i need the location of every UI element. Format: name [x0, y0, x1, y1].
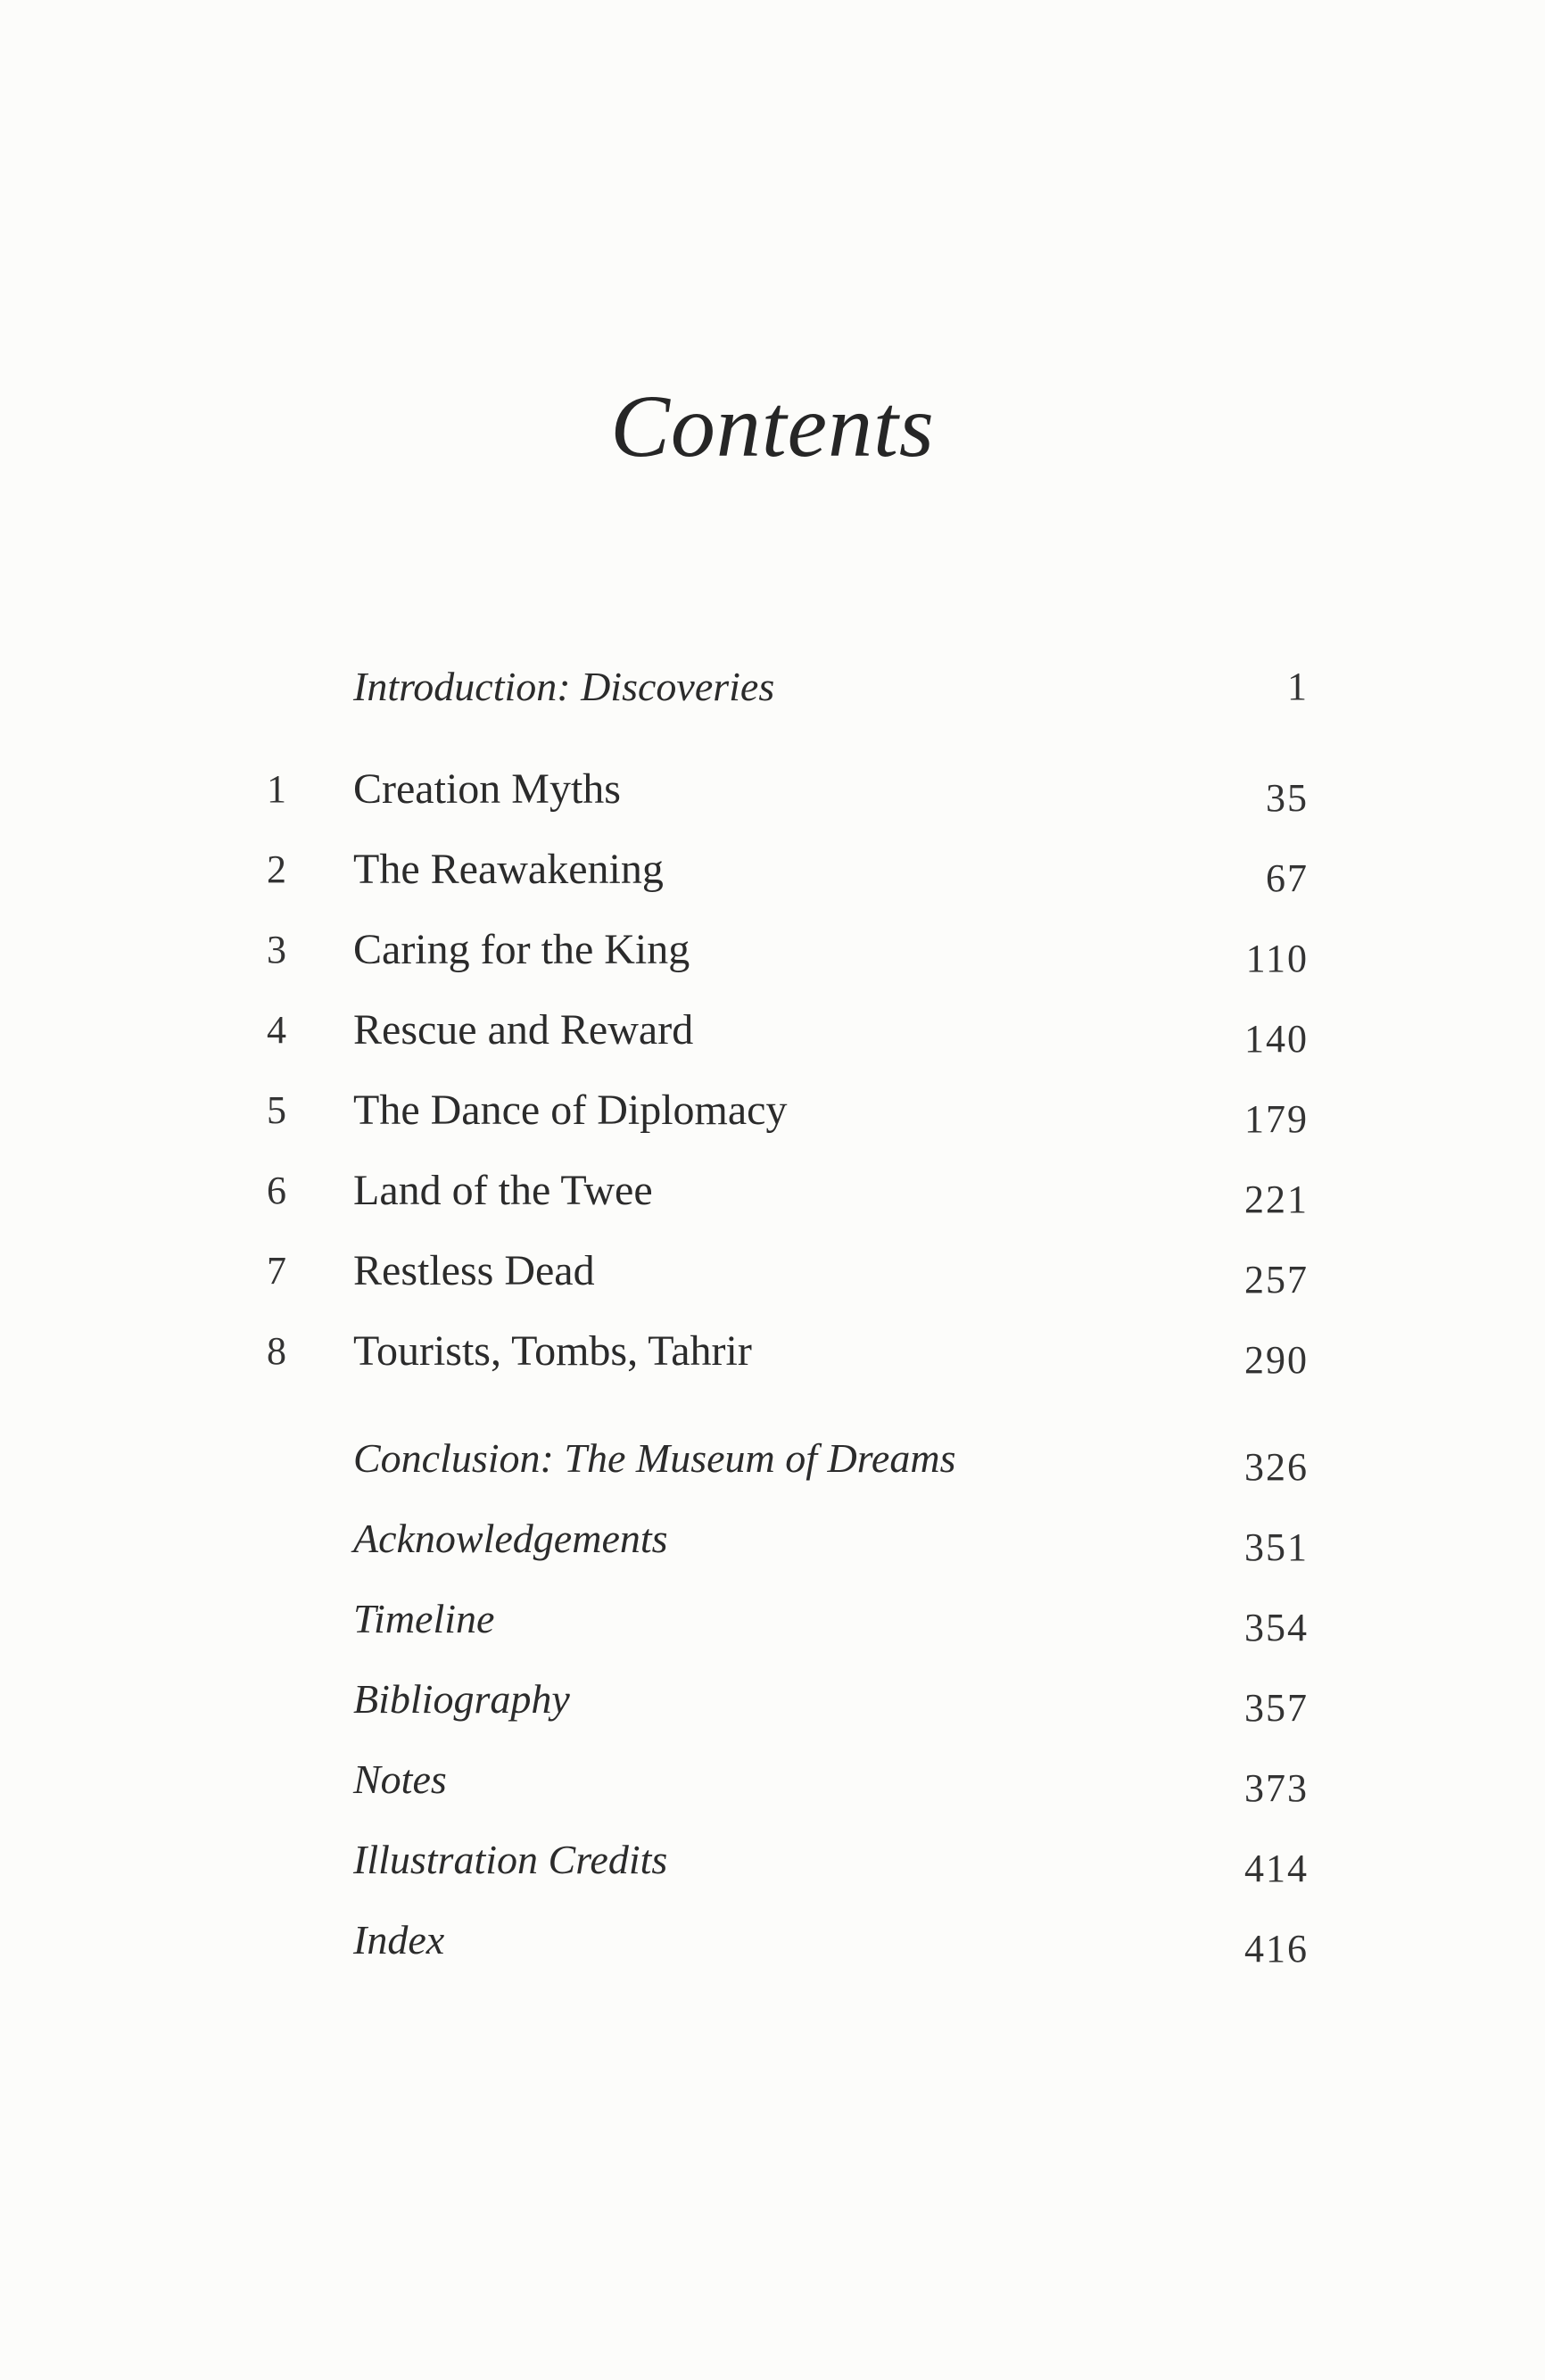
toc-entry-page: 414	[1244, 1847, 1309, 1890]
toc-entry-page: 416	[1244, 1927, 1309, 1971]
toc-entry-label: Index	[353, 1917, 445, 1963]
toc-entry-label: Bibliography	[353, 1676, 570, 1722]
chapter-number: 6	[267, 1169, 286, 1212]
chapter-page: 67	[1266, 856, 1309, 900]
toc-entry-label: Introduction: Discoveries	[353, 664, 775, 709]
chapter-page: 290	[1244, 1338, 1309, 1382]
chapter-number: 3	[267, 928, 286, 971]
chapter-number: 4	[267, 1008, 286, 1052]
toc-entry-page: 1	[1287, 665, 1309, 708]
toc-entry-page: 373	[1244, 1766, 1309, 1810]
chapter-title: The Reawakening	[353, 846, 664, 893]
chapter-page: 257	[1244, 1258, 1309, 1302]
chapter-title: Creation Myths	[353, 765, 621, 813]
chapter-title: Tourists, Tombs, Tahrir	[353, 1327, 752, 1375]
toc-entry-index[interactable]	[0, 1905, 1545, 1976]
toc-entry-label: Acknowledgements	[353, 1516, 668, 1561]
chapter-number: 5	[267, 1088, 286, 1132]
toc-entry-label: Conclusion: The Museum of Dreams	[353, 1435, 956, 1481]
toc-entry-notes[interactable]	[0, 1744, 1545, 1815]
chapter-title: Land of the Twee	[353, 1167, 653, 1214]
chapter-title: Caring for the King	[353, 926, 690, 973]
toc-chapter-5[interactable]	[0, 1075, 1545, 1146]
chapter-number: 1	[267, 767, 286, 811]
chapter-page: 35	[1266, 776, 1309, 820]
page-title: Contents	[610, 376, 935, 475]
toc-chapter-2[interactable]	[0, 834, 1545, 905]
chapter-page: 140	[1244, 1017, 1309, 1061]
toc-entry-introduction[interactable]	[0, 651, 1545, 723]
toc-entry-bibliography[interactable]	[0, 1664, 1545, 1735]
toc-entry-conclusion[interactable]	[0, 1423, 1545, 1494]
chapter-title: Rescue and Reward	[353, 1006, 694, 1054]
toc-entry-page: 354	[1244, 1606, 1309, 1649]
toc-entry-label: Notes	[353, 1756, 447, 1802]
toc-entry-page: 326	[1244, 1445, 1309, 1489]
chapter-number: 2	[267, 847, 286, 891]
chapter-page: 179	[1244, 1097, 1309, 1141]
chapter-page: 221	[1244, 1178, 1309, 1221]
toc-chapter-3[interactable]	[0, 914, 1545, 986]
toc-chapter-7[interactable]	[0, 1235, 1545, 1307]
chapter-number: 8	[267, 1329, 286, 1373]
chapter-title: Restless Dead	[353, 1247, 595, 1294]
toc-chapter-6[interactable]	[0, 1155, 1545, 1227]
toc-entry-acknowledgements[interactable]	[0, 1503, 1545, 1574]
toc-entry-label: Illustration Credits	[353, 1837, 668, 1882]
toc-chapter-8[interactable]	[0, 1316, 1545, 1387]
toc-entry-label: Timeline	[353, 1596, 495, 1641]
chapter-number: 7	[267, 1249, 286, 1293]
toc-entry-timeline[interactable]	[0, 1583, 1545, 1655]
toc-entry-illustration-credits[interactable]	[0, 1824, 1545, 1896]
toc-chapter-1[interactable]	[0, 754, 1545, 825]
toc-entry-page: 357	[1244, 1686, 1309, 1730]
toc-chapter-4[interactable]	[0, 995, 1545, 1066]
chapter-page: 110	[1245, 937, 1309, 980]
toc-entry-page: 351	[1244, 1525, 1309, 1569]
chapter-title: The Dance of Diplomacy	[353, 1087, 788, 1134]
